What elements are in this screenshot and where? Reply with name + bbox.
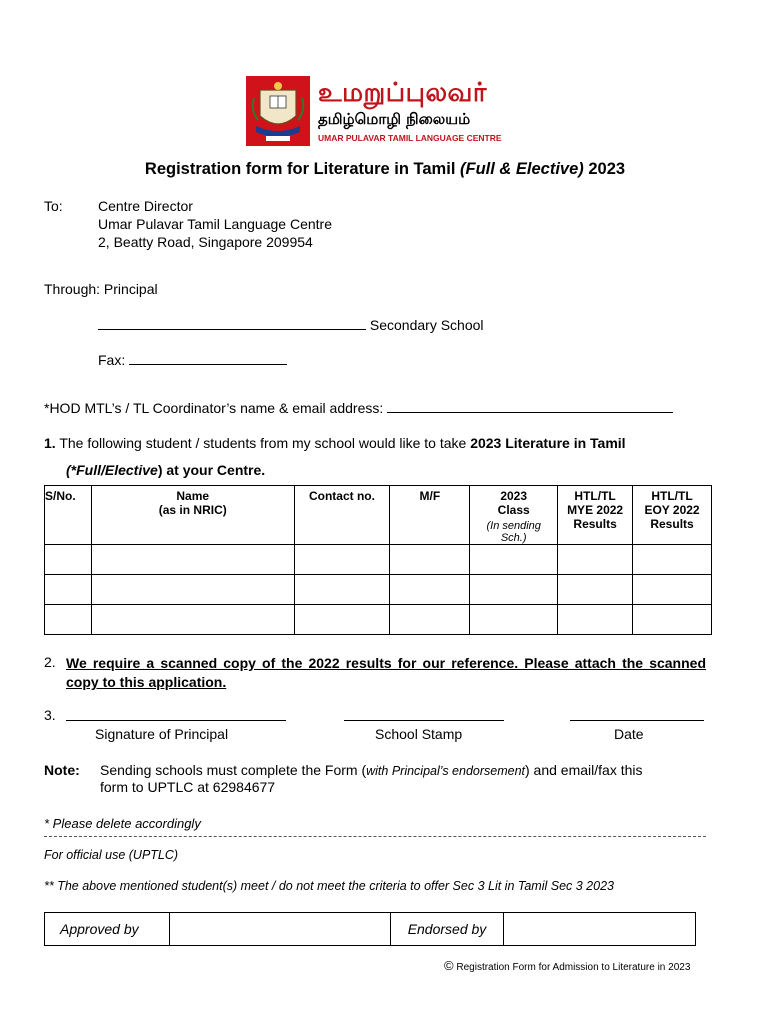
date-blank[interactable] xyxy=(570,708,704,721)
signature-blank[interactable] xyxy=(66,708,286,721)
table-header-cell: Name (as in NRIC) xyxy=(91,486,294,545)
school-name-blank[interactable] xyxy=(98,317,366,330)
table-cell[interactable] xyxy=(390,545,470,575)
official-row xyxy=(45,913,696,946)
table-header-subtext: (In sending Sch.) xyxy=(486,520,541,544)
table-cell[interactable] xyxy=(558,575,633,605)
table-cell[interactable] xyxy=(294,575,390,605)
school-line[interactable] xyxy=(98,317,484,333)
stamp-label: School Stamp xyxy=(375,726,463,742)
fax-blank[interactable] xyxy=(129,352,287,365)
hod-label: *HOD MTL’s / TL Coordinator’s name & email address: xyxy=(44,400,384,416)
title-suffix: 2023 xyxy=(583,160,626,178)
fax-label: Fax: xyxy=(98,352,126,368)
endorsed-label: Endorsed by xyxy=(391,913,504,946)
table-cell[interactable] xyxy=(390,575,470,605)
form-title xyxy=(0,160,770,179)
note-text xyxy=(100,762,643,778)
table-cell[interactable] xyxy=(45,545,92,575)
table-cell[interactable] xyxy=(390,605,470,635)
school-line-label: Secondary School xyxy=(369,317,484,333)
logo-tamil-title: உமறுப்புலவர் xyxy=(318,78,487,108)
table-row xyxy=(45,575,712,605)
table-cell[interactable] xyxy=(633,605,712,635)
item-1-text: The following student / students from my school would like to take xyxy=(59,435,471,451)
table-cell[interactable] xyxy=(45,575,92,605)
delete-note: * Please delete accordingly xyxy=(44,816,201,831)
table-header-cell: S/No. xyxy=(45,486,92,545)
table-header-row xyxy=(45,486,712,545)
note-label: Note: xyxy=(44,762,80,778)
table-header-cell: HTL/TL EOY 2022 Results xyxy=(633,486,712,545)
table-body xyxy=(45,545,712,635)
logo-english-name: UMAR PULAVAR TAMIL LANGUAGE CENTRE xyxy=(318,133,502,143)
item-1-line-2 xyxy=(66,462,265,478)
divider xyxy=(44,836,706,837)
to-label: To: xyxy=(44,198,63,214)
table-cell[interactable] xyxy=(633,545,712,575)
table-cell[interactable] xyxy=(45,605,92,635)
item-1-rest: ) at your Centre. xyxy=(157,462,266,478)
approved-field[interactable] xyxy=(170,913,391,946)
to-line-2: Umar Pulavar Tamil Language Centre xyxy=(98,216,332,232)
approved-label: Approved by xyxy=(45,913,170,946)
item-3-number: 3. xyxy=(44,707,56,723)
item-1-number: 1. xyxy=(44,435,56,451)
through-label: Through: Principal xyxy=(44,281,158,297)
crest-emblem-icon xyxy=(246,76,310,146)
table-header-cell: M/F xyxy=(390,486,470,545)
criteria-text: ** The above mentioned student(s) meet / do not meet the criteria to offer Sec 3 Lit in Tamil Sec 3 2023 xyxy=(44,879,614,893)
table-cell[interactable] xyxy=(91,605,294,635)
fax-line[interactable] xyxy=(98,352,287,368)
student-table xyxy=(44,485,712,635)
endorsed-field[interactable] xyxy=(504,913,696,946)
stamp-blank[interactable] xyxy=(344,708,504,721)
to-line-1: Centre Director xyxy=(98,198,193,214)
to-line-3: 2, Beatty Road, Singapore 209954 xyxy=(98,234,313,250)
logo-tamil-subtitle: தமிழ்மொழி நிலையம் xyxy=(318,110,471,128)
item-1-bold: 2023 Literature in Tamil xyxy=(470,435,626,451)
centre-logo xyxy=(246,76,516,148)
table-cell[interactable] xyxy=(470,605,558,635)
table-cell[interactable] xyxy=(470,575,558,605)
official-table xyxy=(44,912,696,946)
table-cell[interactable] xyxy=(633,575,712,605)
date-label: Date xyxy=(614,726,644,742)
note-italic: with Principal’s endorsement xyxy=(366,764,525,778)
table-row xyxy=(45,545,712,575)
item-2-text: We require a scanned copy of the 2022 results for our reference. Please attach the scanned copy to this application. xyxy=(66,655,706,690)
table-cell[interactable] xyxy=(558,545,633,575)
title-prefix: Registration form for Literature in Tamil xyxy=(144,160,460,178)
item-1 xyxy=(44,435,706,451)
table-cell[interactable] xyxy=(294,605,390,635)
table-cell[interactable] xyxy=(558,605,633,635)
item-1-italic: (*Full/Elective xyxy=(66,462,158,478)
hod-blank[interactable] xyxy=(387,400,673,413)
table-header-cell: HTL/TL MYE 2022 Results xyxy=(558,486,633,545)
item-2-number: 2. xyxy=(44,654,56,670)
table-header-cell: 2023 Class (In sending Sch.) xyxy=(470,486,558,545)
table-cell[interactable] xyxy=(91,545,294,575)
table-cell[interactable] xyxy=(294,545,390,575)
title-italic: (Full & Elective) xyxy=(460,160,584,178)
official-use-label: For official use (UPTLC) xyxy=(44,848,179,862)
footer-text: Registration Form for Admission to Literature in 2023 xyxy=(456,962,691,973)
hod-line[interactable] xyxy=(44,400,673,416)
note-line-2: form to UPTLC at 62984677 xyxy=(100,779,276,795)
table-header-cell: Contact no. xyxy=(294,486,390,545)
footer xyxy=(444,958,690,973)
table-row xyxy=(45,605,712,635)
table-cell[interactable] xyxy=(91,575,294,605)
note-text-1: Sending schools must complete the Form ( xyxy=(100,762,367,778)
signature-label: Signature of Principal xyxy=(95,726,229,742)
copyright-icon: © xyxy=(444,958,454,973)
table-cell[interactable] xyxy=(470,545,558,575)
note-text-2: ) and email/fax this xyxy=(525,762,643,778)
